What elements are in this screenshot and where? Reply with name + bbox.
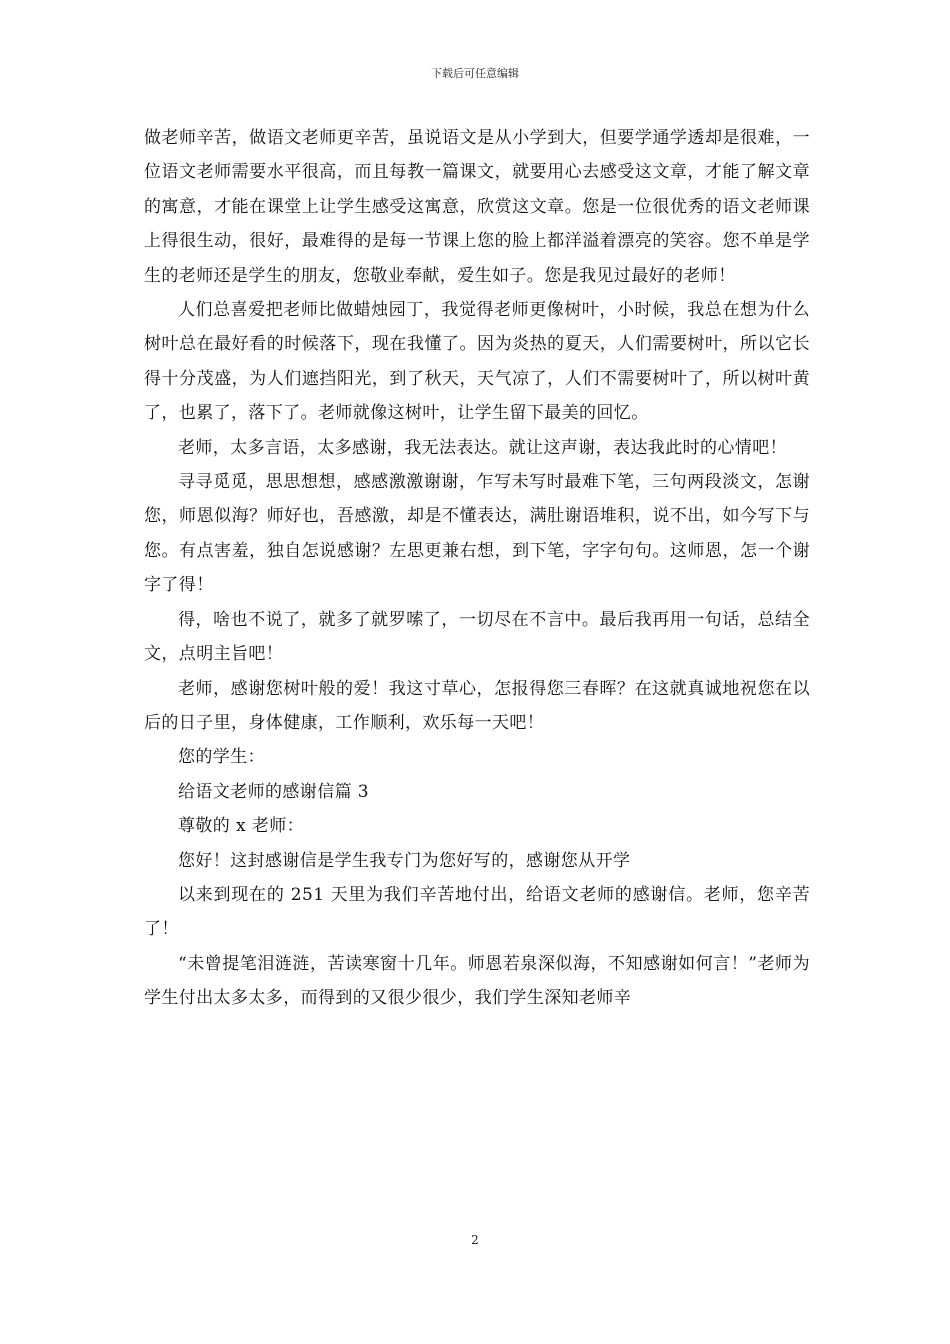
paragraph-greeting: 您好！这封感谢信是学生我专门为您好写的，感谢您从开学 [178,850,631,871]
paragraph-continuation: 以来到现在的 251 天里为我们辛苦地付出，给语文老师的感谢信。老师，您辛苦了！ [144,884,810,940]
paragraph-2: 人们总喜爱把老师比做蜡烛园丁，我觉得老师更像树叶，小时候，我总在想为什么树叶总在最好看的时候落下，现在我懂了。因为炎热的夏天，人们需要树叶，所以它长得十分茂盛，为人们遮挡阳光，到了秋天，天气凉了，人们不需要树叶了，所以树叶黄了，也累了，落下了。老师就像这树叶，让学生留下最美的回忆。 [144,300,810,424]
page-number: 2 [471,1233,479,1247]
paragraph-6: 老师，感谢您树叶般的爱！我这寸草心，怎报得您三春晖？在这就真诚地祝您在以后的日子里，身体健康，工作顺利，欢乐每一天吧！ [144,678,810,733]
document-body [144,121,810,1016]
paragraph-4: 寻寻觅觅，思思想想，感感激激谢谢，乍写未写时最难下笔，三句两段淡文，怎谢您，师恩似海？师好也，吾感激，却是不懂表达，满肚谢语堆积，说不出，如今写下与您。有点害羞，独自怎说感谢？左思更兼右想，到下笔，字字句句。这师恩，怎一个谢字了得！ [144,472,810,596]
salutation: 尊敬的 x 老师： [178,816,304,837]
page-header: 下载后可任意编辑 [431,67,519,80]
section-title: 给语文老师的感谢信篇 3 [178,781,370,802]
paragraph-3: 老师，太多言语，太多感谢，我无法表达。就让这声谢，表达我此时的心情吧！ [178,437,787,458]
paragraph-5: 得，啥也不说了，就多了就罗嗦了，一切尽在不言中。最后我再用一句话，总结全文，点明主旨吧！ [144,609,810,665]
paragraph-quote: “未曾提笔泪涟涟，苦读寒窗十几年。师恩若泉深似海，不知感谢如何言！”老师为学生付出太多太多，而得到的又很少很少，我们学生深知老师辛 [144,953,810,1009]
signature-line: 您的学生： [178,747,265,768]
paragraph-1: 做老师辛苦，做语文老师更辛苦，虽说语文是从小学到大，但要学通学透却是很难，一位语文老师需要水平很高，而且每教一篇课文，就要用心去感受这文章，才能了解文章的寓意，才能在课堂上让学生感受这寓意，欣赏这文章。您是一位很优秀的语文老师课上得很生动，很好，最难得的是每一节课上您的脸上都洋溢着漂亮的笑容。您不单是学生的老师还是学生的朋友，您敬业奉献，爱生如子。您是我见过最好的老师！ [144,128,810,286]
